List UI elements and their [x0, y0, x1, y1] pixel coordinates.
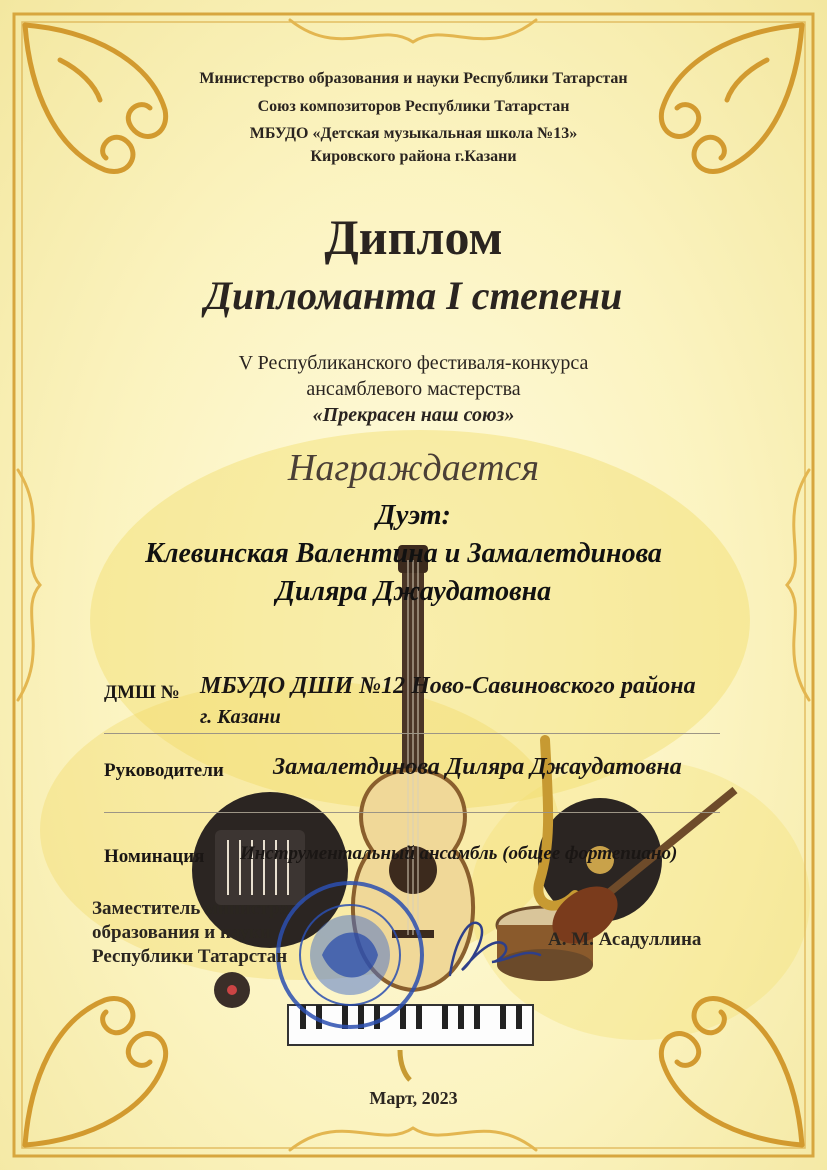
signer-name: А. М. Асадуллина — [548, 929, 702, 950]
issue-date: Март, 2023 — [369, 1088, 458, 1108]
recipient-line-1: Дуэт: — [376, 500, 451, 531]
header-district: Кировского района г.Казани — [310, 148, 517, 165]
awarded-label: Награждается — [287, 447, 540, 489]
header-ministry: Министерство образования и науки Республики Татарстан — [199, 70, 628, 87]
recipient-line-2: Клевинская Валентина и Замалетдинова — [145, 538, 662, 569]
header-composers-union: Союз композиторов Республики Татарстан — [257, 98, 570, 115]
school-value-line-1: МБУДО ДШИ №12 Ново-Савиновского района — [200, 673, 696, 699]
supervisor-label: Руководители — [104, 760, 224, 781]
diploma-degree: Дипломанта I степени — [204, 273, 623, 318]
supervisor-underline — [104, 812, 720, 813]
school-value-line-2: г. Казани — [200, 706, 281, 728]
festival-name: «Прекрасен наш союз» — [312, 404, 515, 426]
header-school: МБУДО «Детская музыкальная школа №13» — [249, 125, 578, 142]
recipient-line-3: Диляра Джаудатовна — [275, 576, 552, 607]
festival-line-1: V Республиканского фестиваля-конкурса — [238, 352, 589, 374]
diploma-title: Диплом — [324, 209, 503, 265]
supervisor-value: Замалетдинова Диляра Джаудатовна — [273, 754, 682, 780]
signer-title-line-3: Республики Татарстан — [92, 946, 288, 967]
signer-title-line-2: образования и науки — [92, 922, 271, 943]
school-underline — [104, 733, 720, 734]
signer-title-line-1: Заместитель министра — [92, 898, 289, 919]
nomination-label: Номинация — [104, 846, 205, 867]
nomination-value: Инструментальный ансамбль (общее фортепиано) — [240, 843, 678, 864]
festival-line-2: ансамблевого мастерства — [306, 378, 521, 400]
school-label: ДМШ № — [104, 682, 180, 703]
